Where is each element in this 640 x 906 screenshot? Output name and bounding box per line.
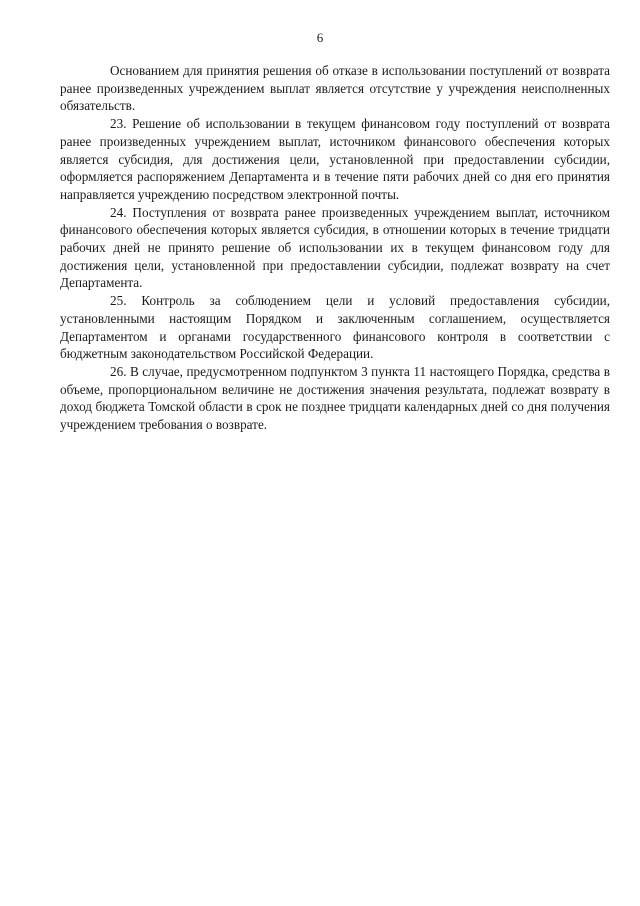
paragraph-25: 25. Контроль за соблюдением цели и условий предоставления субсидии, установленными настоящим Порядком и заключенным соглашением, осуществляется Департаментом и органами государственного финансового контроля в соответствии с бюджетным законодательством Российской Федерации.: [60, 293, 610, 362]
document-body: [60, 62, 610, 434]
paragraph-26: 26. В случае, предусмотренном подпунктом 3 пункта 11 настоящего Порядка, средства в объеме, пропорциональном величине не достижения значения результата, подлежат возврату в доход бюджета Томской области в срок не позднее тридцати календарных дней со дня получения учреждением требования о возврате.: [60, 363, 610, 433]
paragraph-refusal-basis: Основанием для принятия решения об отказе в использовании поступлений от возврата ранее произведенных учреждением выплат является отсутствие у учреждения неисполненных обязательств.: [60, 63, 610, 114]
page-number: 6: [316, 30, 324, 45]
paragraph-23: 23. Решение об использовании в текущем финансовом году поступлений от возврата ранее произведенных учреждением выплат, источником финансового обеспечения которых является субсидия, для достижения цели, установленной при предоставлении субсидии, оформляется распоряжением Департамента и в течение пяти рабочих дней со дня его принятия направляется учреждению посредством электронной почты.: [60, 116, 610, 202]
paragraph-24: 24. Поступления от возврата ранее произведенных учреждением выплат, источником финансового обеспечения которых является субсидия, в отношении которых в течение тридцати рабочих дней не принято решение об использовании их в текущем финансовом году для достижения цели, установленной при предоставлении субсидии, подлежат возврату на счет Департамента.: [60, 204, 610, 291]
